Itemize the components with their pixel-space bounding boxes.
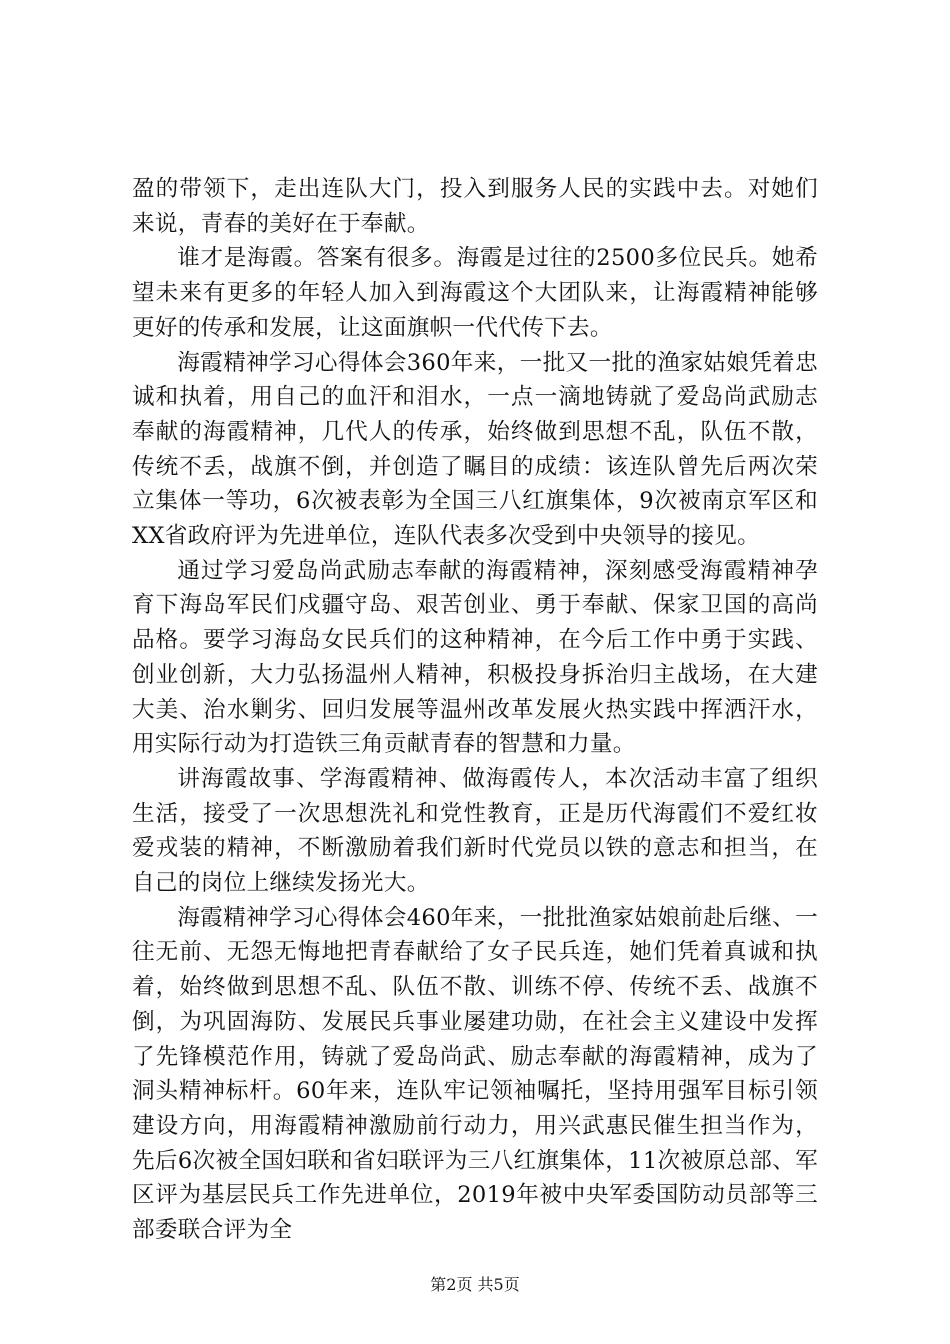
paragraph-haixia-answer: 谁才是海霞。答案有很多。海霞是过往的2500多位民兵。她希望未来有更多的年轻人加入到海霞这个大团队来，让海霞精神能够更好的传承和发展，让这面旗帜一代代传下去。	[132, 245, 818, 341]
page-number-footer: 第2页 共5页	[430, 1275, 520, 1294]
document-body	[132, 172, 818, 1248]
paragraph-essay-3: 海霞精神学习心得体会360年来，一批又一批的渔家姑娘凭着忠诚和执着，用自己的血汗和泪水，一点一滴地铸就了爱岛尚武励志奉献的海霞精神，几代人的传承，始终做到思想不乱，队伍不散，传统不丢，战旗不倒，并创造了瞩目的成绩：该连队曾先后两次荣立集体一等功，6次被表彰为全国三八红旗集体，9次被南京军区和XX省政府评为先进单位，连队代表多次受到中央领导的接见。	[132, 349, 818, 550]
paragraph-continuation: 盈的带领下，走出连队大门，投入到服务人民的实践中去。对她们来说，青春的美好在于奉献。	[132, 176, 818, 237]
paragraph-essay-4: 海霞精神学习心得体会460年来，一批批渔家姑娘前赴后继、一往无前、无怨无悔地把青春献给了女子民兵连，她们凭着真诚和执着，始终做到思想不乱、队伍不散、训练不停、传统不丢、战旗不倒，为巩固海防、发展民兵事业屡建功勋，在社会主义建设中发挥了先锋模范作用，铸就了爱岛尚武、励志奉献的海霞精神，成为了洞头精神标杆。60年来，连队牢记领袖嘱托，坚持用强军目标引领建设方向，用海霞精神激励前行动力，用兴武惠民催生担当作为，先后6次被全国妇联和省妇联评为三八红旗集体，11次被原总部、军区评为基层民兵工作先进单位，2019年被中央军委国防动员部等三部委联合评为全	[132, 904, 818, 1244]
paragraph-activity-summary: 讲海霞故事、学海霞精神、做海霞传人，本次活动丰富了组织生活，接受了一次思想洗礼和党性教育，正是历代海霞们不爱红妆爱戎装的精神，不断激励着我们新时代党员以铁的意志和担当，在自己的岗位上继续发扬光大。	[132, 765, 818, 897]
paragraph-study-spirit: 通过学习爱岛尚武励志奉献的海霞精神，深刻感受海霞精神孕育下海岛军民们戍疆守岛、艰苦创业、勇于奉献、保家卫国的高尚品格。要学习海岛女民兵们的这种精神，在今后工作中勇于实践、创业创新，大力弘扬温州人精神，积极投身拆治归主战场，在大建大美、治水剿劣、回归发展等温州改革发展火热实践中挥洒汗水，用实际行动为打造铁三角贡献青春的智慧和力量。	[132, 557, 818, 758]
